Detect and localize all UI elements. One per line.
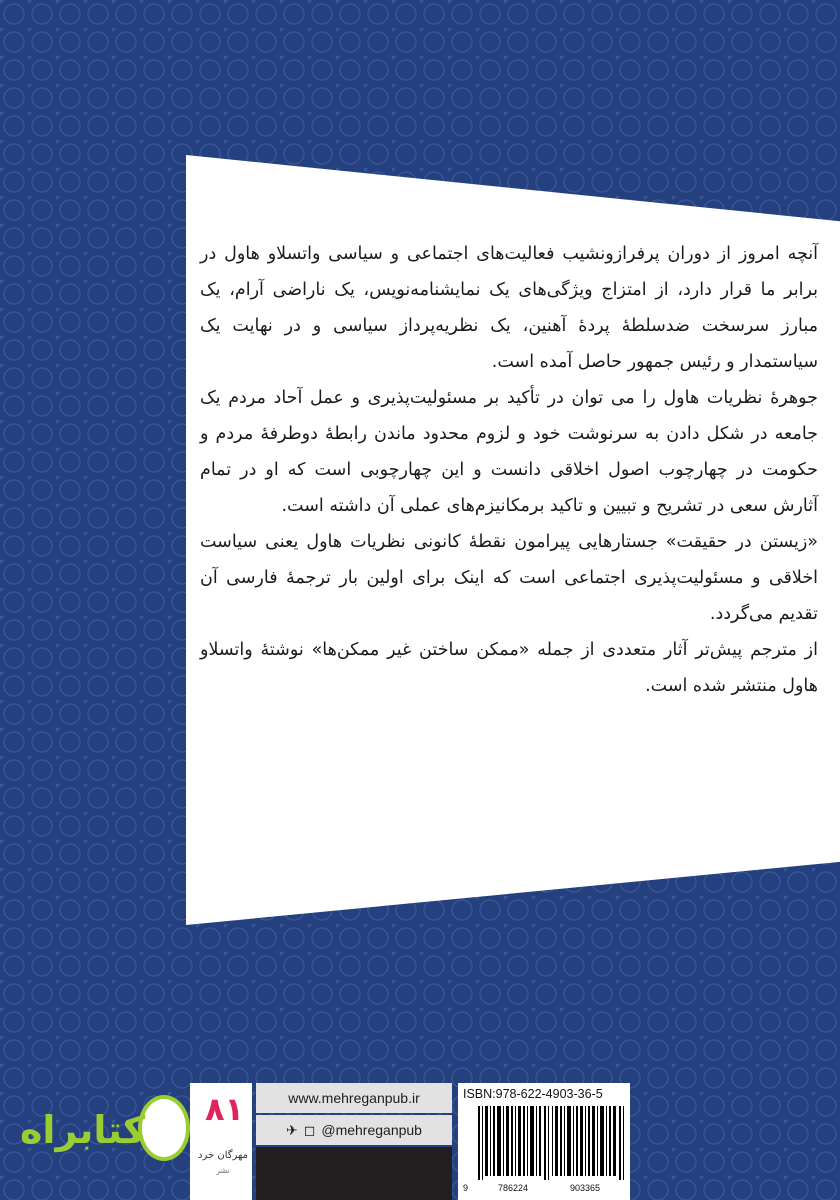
website-link[interactable]: www.mehreganpub.ir [288, 1090, 420, 1106]
telegram-icon: ✈ [286, 1121, 298, 1138]
barcode-digits-right: 903365 [570, 1183, 601, 1193]
paragraph-4: از مترجم پیش‌تر آثار متعددی از جمله «ممکن ساختن غیر ممکن‌ها» نوشتهٔ واتسلاو هاول منتشر شده است. [200, 640, 818, 696]
isbn-text: ISBN:978-622-4903-36-5 [463, 1087, 603, 1101]
paragraph-1: آنچه امروز از دوران پرفرازونشیب فعالیت‌های اجتماعی و سیاسی واتسلاو هاول در برابر ما قرار دارد، از امتزاج ویژگی‌های یک نمایشنامه‌نویس، یک ناراضی آرام، یک مبارز سرسخت ضدسلطهٔ پردهٔ آهنین، یک نظریه‌پرداز سیاسی و در نهایت یک سیاستمدار و رئیس جمهور حاصل آمده است. [200, 244, 818, 372]
barcode-bars [478, 1106, 626, 1180]
barcode-digits-mid: 786224 [498, 1183, 529, 1193]
paragraph-2: جوهرهٔ نظریات هاول را می توان در تأکید بر مسئولیت‌پذیری و عمل آحاد مردم یک جامعه در شکل دادن به سرنوشت خود و لزوم محدود ماندن رابطهٔ دوطرفهٔ مردم و حکومت در چهارچوب اصول اخلاقی دانست و این چهارچوبی است که او در تمام آثارش سعی در تشریح و تبیین و تاکید برمکانیزم‌های عملی آن داشته است. [200, 388, 818, 516]
website-row[interactable] [256, 1083, 452, 1113]
publisher-name: مهرگان خرد [198, 1150, 248, 1161]
ketabrah-logo-icon [138, 1095, 190, 1161]
barcode-digit-left: 9 [463, 1183, 469, 1193]
social-row[interactable] [256, 1115, 452, 1145]
back-cover-text [200, 236, 818, 704]
ketabrah-brand: کتابراه [20, 1108, 146, 1152]
publisher-mark: ۸۱ [205, 1090, 245, 1128]
instagram-icon: ◻ [303, 1121, 316, 1138]
publisher-sub: نشر [216, 1166, 230, 1175]
social-handle[interactable]: @mehreganpub [321, 1122, 422, 1138]
dark-footer-bar [256, 1147, 452, 1200]
paragraph-3: «زیستن در حقیقت» جستارهایی پیرامون نقطهٔ کانونی نظریات هاول یعنی سیاست اخلاقی و مسئولیت‌پذیری اجتماعی است که اینک برای اولین بار ترجمهٔ فارسی آن تقدیم می‌گردد. [200, 532, 818, 624]
